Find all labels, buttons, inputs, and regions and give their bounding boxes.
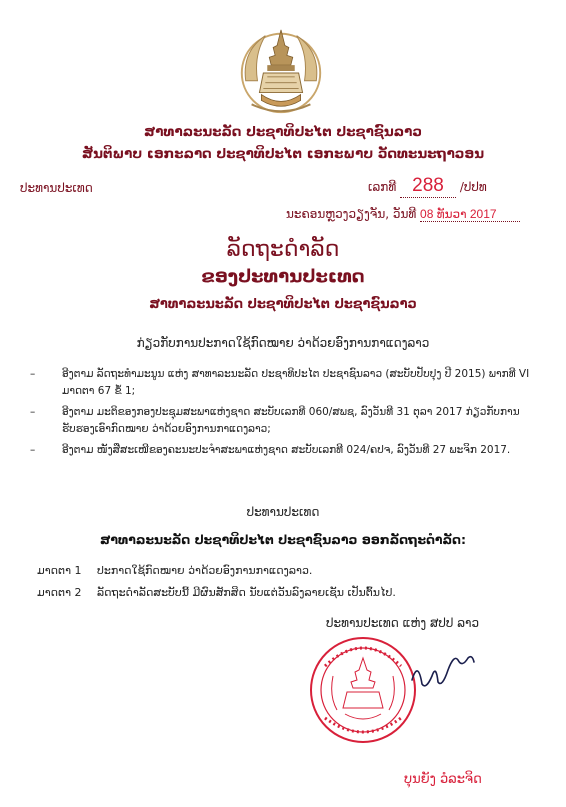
number-suffix: /ປປທ [459, 180, 487, 194]
number-label: ເລກທີ [368, 180, 397, 194]
decree-date: 08 ທັນວາ 2017 [420, 207, 520, 222]
place-label: ນະຄອນຫຼວງວຽງຈັນ, ວັນທີ [286, 207, 417, 221]
article-item: ມາດຕາ 1 ປະກາດໃຊ້ກົດໝາຍ ວ່າດ້ວຍອົງການກາແດງລາວ. [37, 564, 313, 577]
header-motto: ສັນຕິພາບ ເອກະລາດ ປະຊາທິປະໄຕ ເອກະພາບ ວັດທະນະຖາວອນ [81, 146, 485, 162]
references-list [30, 366, 530, 463]
place-date [286, 207, 520, 222]
orders-heading: ສາທາລະນະລັດ ປະຊາທິປະໄຕ ປະຊາຊົນລາວ ອອກລັດຖະດຳລັດ: [100, 532, 466, 547]
reference-item: – ອີງຕາມ ໜັງສືສະເໜີຂອງຄະນະປະຈຳສະພາແຫ່ງຊາດ ສະບັບເລກທີ 024/ຄປຈ, ລົງວັນທີ 27 ພະຈິກ 2017. [30, 444, 511, 456]
header-country: ສາທາລະນະລັດ ປະຊາທິປະໄຕ ປະຊາຊົນລາວ [144, 124, 422, 140]
reference-item: – ອີງຕາມ ມະຕິຂອງກອງປະຊຸມສະພາແຫ່ງຊາດ ສະບັບເລກທີ 060/ສພຊ, ລົງວັນທີ 31 ຕຸລາ 2017 ກ່ຽວກັບການຮັບຮອງເອົາກົດໝາຍ ວ່າດ້ວຍອົງການກາແດງລາວ; [30, 406, 520, 435]
number-value: 288 [400, 175, 456, 198]
decree-country: ສາທາລະນະລັດ ປະຊາທິປະໄຕ ປະຊາຊົນລາວ [149, 297, 417, 312]
decree-of: ຂອງປະທານປະເທດ [201, 266, 365, 287]
signature-icon [408, 650, 478, 696]
reference-item: – ອີງຕາມ ລັດຖະທຳມະນູນ ແຫ່ງ ສາທາລະນະລັດ ປະຊາທິປະໄຕ ປະຊາຊົນລາວ (ສະບັບປັບປຸງ ປີ 2015) ພາກທີ VI ມາດຕາ 67 ຂໍ້ 1; [30, 368, 530, 397]
article-item: ມາດຕາ 2 ລັດຖະດຳລັດສະບັບນີ້ ມີຜົນສັກສິດ ນັບແຕ່ວັນລົງລາຍເຊັນ ເປັນຕົ້ນໄປ. [37, 586, 396, 599]
national-emblem-icon [232, 22, 330, 120]
decree-subject: ກ່ຽວກັບການປະກາດໃຊ້ກົດໝາຍ ວ່າດ້ວຍອົງການກາແດງລາວ [136, 336, 430, 350]
articles-list [37, 560, 396, 604]
office-label: ປະທານປະເທດ [20, 181, 93, 195]
decree-title: ລັດຖະດຳລັດ [226, 237, 340, 262]
signer-name: ບຸນຍັງ ວໍລະຈິດ [404, 772, 482, 787]
signer-title: ປະທານປະເທດ ແຫ່ງ ສປປ ລາວ [326, 616, 480, 630]
decree-number [368, 175, 487, 198]
president-label: ປະທານປະເທດ [246, 505, 320, 519]
